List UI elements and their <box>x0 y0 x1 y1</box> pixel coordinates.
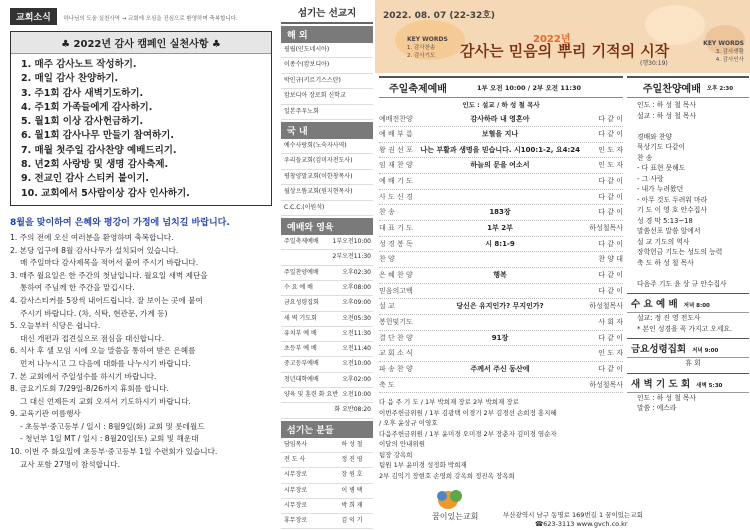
announcement-item: 7. 본 교회에서 주일성수를 하시기 바랍니다. <box>10 371 157 381</box>
staff-note: 이달의 안내위원 <box>379 440 426 449</box>
announcement-item: 10. 이번 주 화요일에 초등부·중고등부 1일 수련회가 있습니다. <box>10 447 218 457</box>
wednesday-header: 수 요 예 배 저녁 8:00 <box>627 293 749 313</box>
servers-list <box>281 438 373 530</box>
order-row <box>379 174 623 190</box>
praise-lines-item: 기 도 이 영 호 안수집사 <box>637 206 707 214</box>
domestic-label: 국 내 <box>281 122 373 139</box>
announcement-item: 9. 교육기관 여름행사 <box>10 409 81 419</box>
main-service-header: 주일축제예배 1부 오전 10:00 / 2부 오전 11:30 <box>379 76 623 98</box>
worship-times-label: 예배와 영육 <box>281 218 373 235</box>
worship-time: 오전05:30 <box>342 314 371 322</box>
order-row <box>379 143 623 159</box>
order-item: 설 교 <box>379 302 395 311</box>
praise-lines-item: 성 경 막 5:13~18 <box>637 216 693 225</box>
order-row <box>379 221 623 237</box>
order-item: 예 배 부 름 <box>379 130 413 139</box>
campaign-item: 9. 전교인 감사 스티커 붙이기. <box>21 173 150 185</box>
main-leader: 인도 : 설교 / 하 성 철 목사 <box>462 101 540 109</box>
order-person: 다 같 이 <box>598 192 623 201</box>
overseas-item: 이종수(캄보디아) <box>281 58 373 73</box>
worship-time: 오후02:00 <box>342 375 371 383</box>
server-name: 김 익 기 <box>341 517 363 525</box>
worship-time: 오후08:00 <box>342 283 371 291</box>
order-item: 축 도 <box>379 380 395 389</box>
overseas-item: 일본주우노회 <box>281 105 373 120</box>
worship-name: 중고등부예배 <box>284 360 319 368</box>
worship-times-list <box>281 235 373 419</box>
worship-time: 화 요반08:20 <box>334 406 371 414</box>
order-row <box>379 362 623 378</box>
announcement-item: - 초등부·중고등부 / 일시 : 8월9일(화) 교회 및 롯데월드 <box>20 421 205 431</box>
worship-time-row <box>281 342 373 357</box>
church-news-note: 하나님의 도움 실천사역 → 교회에 오심을 진심으로 환영하며 축복합니다. <box>63 15 238 22</box>
server-name: 이 병 택 <box>341 486 363 494</box>
decor-blob <box>645 5 705 45</box>
overseas-list <box>281 43 373 120</box>
praise-lines-item: 설교 : 하 성 철 목사 <box>637 111 697 120</box>
announcement-item: 8. 금요기도회 7/29일-8/26까지 휴회를 합니다. <box>10 384 169 394</box>
order-row <box>379 299 623 315</box>
domestic-item: 월상으뜸교회(원지현목사) <box>281 185 373 200</box>
order-item: 예 배 기 도 <box>379 177 413 186</box>
domestic-list <box>281 139 373 216</box>
order-content <box>433 190 567 205</box>
order-item: 믿음의고백 <box>379 286 413 295</box>
order-item: 은 혜 찬 양 <box>379 271 413 280</box>
announcement-item: 매 주일마다 감사제목을 적어서 붙여 주시기 바랍니다. <box>20 258 199 268</box>
announcement-item: 2. 본당 입구에 8월 감사나무가 설치되어 있습니다. <box>10 245 179 255</box>
wed-lines-item: 설교: 정 진 영 전도사 <box>637 314 701 322</box>
worship-order <box>379 100 623 481</box>
worship-time-row <box>281 235 373 250</box>
praise-lines-item: 축 도 하 성 철 목사 <box>637 258 694 267</box>
order-row <box>379 205 623 221</box>
order-item: 찬 송 <box>379 208 395 217</box>
domestic-item: 우리들교회(김미자전도사) <box>281 154 373 169</box>
server-name: 장 원 호 <box>341 471 363 479</box>
announcement-item: 3. 매주 월요일은 한 주간의 첫날입니다. 월요일 새벽 제단을 <box>10 270 208 280</box>
announcement-item: 먼저 나누시고 그 다음에 대화를 나누시기 바랍니다. <box>20 358 191 368</box>
order-content: 행복 <box>493 271 507 280</box>
server-role: 휴무장로 <box>284 517 308 525</box>
worship-time-row <box>281 327 373 342</box>
order-row <box>379 112 623 128</box>
order-person: 다 같 이 <box>598 177 623 186</box>
praise-lines-item: - 내가 누려왔던 <box>637 185 684 193</box>
order-content <box>433 174 567 189</box>
order-person: 인 도 자 <box>598 145 623 154</box>
worship-time: 오전11:40 <box>342 345 371 353</box>
worship-name: 양육 및 훈련 화 요반 <box>284 391 338 399</box>
order-person: 하성철목사 <box>589 302 623 311</box>
church-logo <box>430 488 490 524</box>
praise-lines-item: 찬 송 <box>637 153 653 162</box>
order-content: 보혈을 지나 <box>481 130 519 139</box>
order-person: 다 같 이 <box>598 333 623 342</box>
worship-time-row <box>281 373 373 388</box>
mission-column <box>281 0 373 530</box>
order-content: 주께서 주신 동산에 <box>470 365 530 373</box>
server-row <box>281 514 373 529</box>
theme-year: 2022년 <box>533 34 571 45</box>
announcement-list <box>10 232 273 471</box>
campaign-item: 6. 월1회 감사나무 만들기 참여하기. <box>21 130 174 142</box>
staff-note: 다 음 주 기 도 / 1부 박희재 장로 2부 박희재 장로 <box>379 398 519 407</box>
server-role: 시무장로 <box>284 486 308 494</box>
order-content: 감사하라 내 영혼아 <box>470 114 530 123</box>
announcement-item: 교사 포함 27명이 참석합니다. <box>20 459 121 469</box>
announcement-item: 1. 주의 전에 오신 여러분을 환영하며 축복합니다. <box>10 232 174 242</box>
domestic-item: C.C.C.(이원석) <box>281 201 373 216</box>
order-person: 찬 양 대 <box>598 255 623 264</box>
staff-note: 팀원 1부 윤미경 성정화 박희재 <box>379 461 467 470</box>
order-content <box>433 315 567 330</box>
dawn-header: 새 벽 기 도 회 새벽 5:30 <box>627 373 749 393</box>
campaign-item: 4. 주1회 가족들에게 감사하기. <box>21 101 153 113</box>
order-person: 다 같 이 <box>598 114 623 123</box>
order-item: 대 표 기 도 <box>379 224 413 233</box>
server-row <box>281 453 373 468</box>
order-item: 파 송 찬 양 <box>379 365 413 373</box>
worship-time: 오전10:00 <box>342 391 371 399</box>
order-row <box>379 331 623 347</box>
announcement-title: 8월을 맞이하여 은혜와 평강이 가정에 넘치길 바랍니다. <box>10 217 230 228</box>
worship-time: 2부오전11:30 <box>332 253 371 261</box>
server-row <box>281 484 373 499</box>
praise-service-section <box>627 100 749 414</box>
order-content: 91장 <box>491 333 509 342</box>
order-person: 사 회 자 <box>598 318 623 327</box>
worship-time-row <box>281 388 373 403</box>
overseas-item: 박인규(키르기스스탄) <box>281 74 373 89</box>
church-address: 부산광역시 남구 동명로 169번길 1 꿈이있는교회 <box>503 511 643 519</box>
order-person: 인 도 자 <box>598 349 623 358</box>
order-content: 당신은 유지인가? 무지인가? <box>456 302 544 311</box>
order-row <box>379 378 623 394</box>
worship-time-row <box>281 357 373 372</box>
worship-time-row <box>281 250 373 265</box>
server-role: 시무장로 <box>284 471 308 479</box>
theme-verse: (행30:19) <box>640 60 668 67</box>
order-content: 하늘의 문을 여소서 <box>470 161 530 170</box>
order-row <box>379 190 623 206</box>
order-person: 다 같 이 <box>598 271 623 280</box>
campaign-item: 3. 주1회 감사 새벽기도하기. <box>21 87 144 99</box>
worship-time: 1부오전10:00 <box>332 238 371 246</box>
worship-time: 오전11:30 <box>342 329 371 337</box>
server-name: 하 성 철 <box>341 440 363 448</box>
server-role: 전 도 사 <box>284 455 306 463</box>
servers-label: 섬기는 분들 <box>281 421 373 438</box>
worship-name <box>281 403 331 417</box>
worship-time: 오전10:00 <box>342 360 371 368</box>
announcement-item: 주시기 바랍니다. (차, 식탁, 현관문, 가계 등) <box>20 308 168 318</box>
order-item: 성 경 봉 독 <box>379 239 413 248</box>
staff-note: / 오후 윤상규 이영호 <box>379 419 438 428</box>
church-news-column <box>0 0 281 530</box>
campaign-list <box>11 54 271 205</box>
staff-note: 이번주헌금위원 / 1부 김광택 이경기 2부 김경선 손희정 홍지혜 <box>379 408 557 417</box>
domestic-item: 예수사랑회(노숙자사역) <box>281 139 373 154</box>
praise-lines-item <box>627 121 749 132</box>
order-row <box>379 237 623 253</box>
order-content <box>433 252 567 267</box>
praise-lines-item: - 그 사랑 <box>637 174 664 183</box>
order-item: 사 도 신 경 <box>379 192 413 201</box>
announcement-item: 4. 감사스티커를 5장씩 내어드립니다. 잘 보이는 곳에 붙여 <box>10 295 203 305</box>
staff-note: 2부 김익기 장현호 손영희 강옥희 정진옥 장옥희 <box>379 471 515 480</box>
announcement-item: 6. 식사 후 셀 모임 시에 오늘 말씀을 통하여 받은 은혜를 <box>10 346 196 356</box>
staff-note: 팀장 강옥희 <box>379 450 413 459</box>
order-person: 다 같 이 <box>598 130 623 139</box>
worship-name <box>281 250 331 264</box>
staff-note: 다음주헌금위원 / 1부 윤미경 오미경 2부 장춘자 김미경 염순자 <box>379 429 557 438</box>
order-row <box>379 127 623 143</box>
order-content <box>433 284 567 299</box>
keywords-left: KEY WORDS 1. 감사찬송 2. 감사기도 <box>407 36 448 59</box>
praise-lines-item: 말씀선포 말씀 앞에서 <box>637 227 701 235</box>
dawn-lines-item: 인도 : 하 성 철 목사 <box>637 393 697 402</box>
campaign-item: 8. 년2회 사랑방 및 생명 감사축제. <box>21 159 169 171</box>
campaign-title: ♣ 2022년 감사 캠페인 실천사항 ♣ <box>11 32 271 54</box>
order-item: 교 회 소 식 <box>379 349 413 358</box>
praise-lines-item: 다음주 기도 윤 상 규 안수집사 <box>637 279 727 288</box>
order-row <box>379 346 623 362</box>
order-content: 나는 부활과 생명을 믿습니다. 시100:1-2, 요4:24 <box>420 145 581 154</box>
order-person: 하성철목사 <box>589 380 623 389</box>
worship-time-row <box>281 296 373 311</box>
server-row <box>281 499 373 514</box>
campaign-box <box>10 31 272 206</box>
order-content <box>433 346 567 361</box>
worship-time-row <box>281 266 373 281</box>
theme-banner <box>375 0 750 73</box>
praise-lines-item <box>627 268 749 279</box>
overseas-item: 캄보디아 장로회 신학교 <box>281 89 373 104</box>
order-item: 찬 양 <box>379 255 395 264</box>
overseas-label: 해 외 <box>281 26 373 43</box>
order-content: 시 8:1-9 <box>485 239 515 248</box>
announcement-item: - 청년부 1일 MT / 일시 : 8월20일(토) 교회 및 해운대 <box>20 434 199 444</box>
worship-name: 금요성령집회 <box>284 299 319 307</box>
keywords-right: KEY WORDS 3. 감사생활 4. 감사인사 <box>703 40 744 63</box>
order-person: 다 같 이 <box>598 365 623 373</box>
order-row <box>379 158 623 174</box>
worship-name: 주일축제예배 <box>284 238 319 246</box>
worship-name: 수 요 예 배 <box>284 283 313 291</box>
praise-lines-item: 묵상기도 다같이 <box>637 143 686 151</box>
domestic-item: 평창양말교회(이한창목사) <box>281 170 373 185</box>
worship-time-row <box>281 281 373 296</box>
server-role: 담임목사 <box>284 440 308 448</box>
friday-header: 금요성령집회 저녁 9:00 <box>627 338 749 358</box>
campaign-item: 5. 월1회 이상 감사헌금하기. <box>21 116 144 128</box>
worship-name: 주일찬양예배 <box>284 268 319 276</box>
worship-time-row <box>281 403 373 418</box>
praise-lines-item: - 아무 것도 두려워 마라 <box>637 195 708 204</box>
server-name: 정 진 영 <box>341 455 363 463</box>
bulletin-date: 2022. 08. 07 (22-32호) <box>383 11 496 21</box>
church-contact: ☎623-3113 www.gvch.co.kr <box>535 520 628 528</box>
church-news-header: 교회소식 <box>10 8 57 25</box>
order-content <box>433 378 567 393</box>
announcement-item: 통하여 주님께 한 주간을 맡깁시다. <box>20 283 135 293</box>
campaign-item: 7. 매월 첫주일 감사찬양 예배드리기. <box>21 144 177 156</box>
worship-time: 오후09:00 <box>342 299 371 307</box>
campaign-item: 1. 매주 감사노트 작성하기. <box>21 59 137 70</box>
order-item: 임 재 찬 양 <box>379 161 413 170</box>
server-role: 시무장로 <box>284 501 308 509</box>
praise-lines-item: 경배와 찬양 <box>637 132 672 141</box>
order-row <box>379 284 623 300</box>
announcement-item: 대신 개편과 접견실으로 점심을 대신합니다. <box>20 333 165 343</box>
order-item: 봉헌및기도 <box>379 318 413 327</box>
wed-lines-item: * 본인 성경을 꼭 가지고 오세요. <box>637 324 733 333</box>
praise-service-header: 주일찬양예배 오후 2:30 <box>627 76 749 98</box>
announcement-item: 5. 오늘부터 식당은 쉽니다. <box>10 321 101 331</box>
worship-time: 오후02:30 <box>342 268 371 276</box>
order-person: 다 같 이 <box>598 208 623 217</box>
svg-text:꿈이있는교회: 꿈이있는교회 <box>432 512 479 521</box>
footer <box>375 508 750 530</box>
order-content: 183장 <box>489 208 511 217</box>
server-row <box>281 468 373 483</box>
order-item: 예배전찬양 <box>379 114 413 123</box>
order-content: 1부 2부 <box>487 224 513 233</box>
campaign-item: 2. 매일 감사 찬양하기. <box>21 73 119 85</box>
fri-lines-item: 휴 회 <box>685 359 701 367</box>
order-item: 왕 권 선 포 <box>379 145 413 154</box>
worship-name: 유치부 예 배 <box>284 329 317 337</box>
order-row <box>379 252 623 268</box>
praise-lines-item: 인도 : 하 성 철 목사 <box>637 101 697 109</box>
mission-title: 섬기는 선교지 <box>281 0 373 24</box>
order-person: 다 같 이 <box>598 239 623 248</box>
order-row <box>379 268 623 284</box>
worship-name: 청년대학예배 <box>284 375 319 383</box>
overseas-item: 필립(인도네시아) <box>281 43 373 58</box>
order-person: 다 같 이 <box>598 286 623 295</box>
theme-title: 감사는 믿음의 뿌리 기적의 시작 <box>460 42 670 60</box>
worship-name: 새 벽 기도회 <box>284 314 317 322</box>
bulletin-column <box>375 0 750 530</box>
server-row <box>281 438 373 453</box>
order-item: 결 단 찬 양 <box>379 333 413 342</box>
dawn-lines-item: 말씀 : 에스라 <box>637 404 677 412</box>
campaign-item: 10. 교회에서 5사람이상 감사 인사하기. <box>21 187 190 199</box>
order-row <box>379 315 623 331</box>
worship-time-row <box>281 312 373 327</box>
praise-lines-item: 장학헌금 기도는 성도의 능력 <box>637 248 723 256</box>
praise-lines-item: - 다 표현 못해도 <box>637 164 686 172</box>
worship-name: 초등부 예 배 <box>284 345 317 353</box>
praise-lines-item: 설 교 기도의 역사 <box>637 237 690 246</box>
order-person: 인 도 자 <box>598 161 623 170</box>
server-name: 박 희 재 <box>341 501 363 509</box>
announcement-item: 그 대신 언제든지 교회 오셔서 기도하시기 바랍니다. <box>20 396 191 406</box>
order-person: 하성철목사 <box>589 224 623 233</box>
